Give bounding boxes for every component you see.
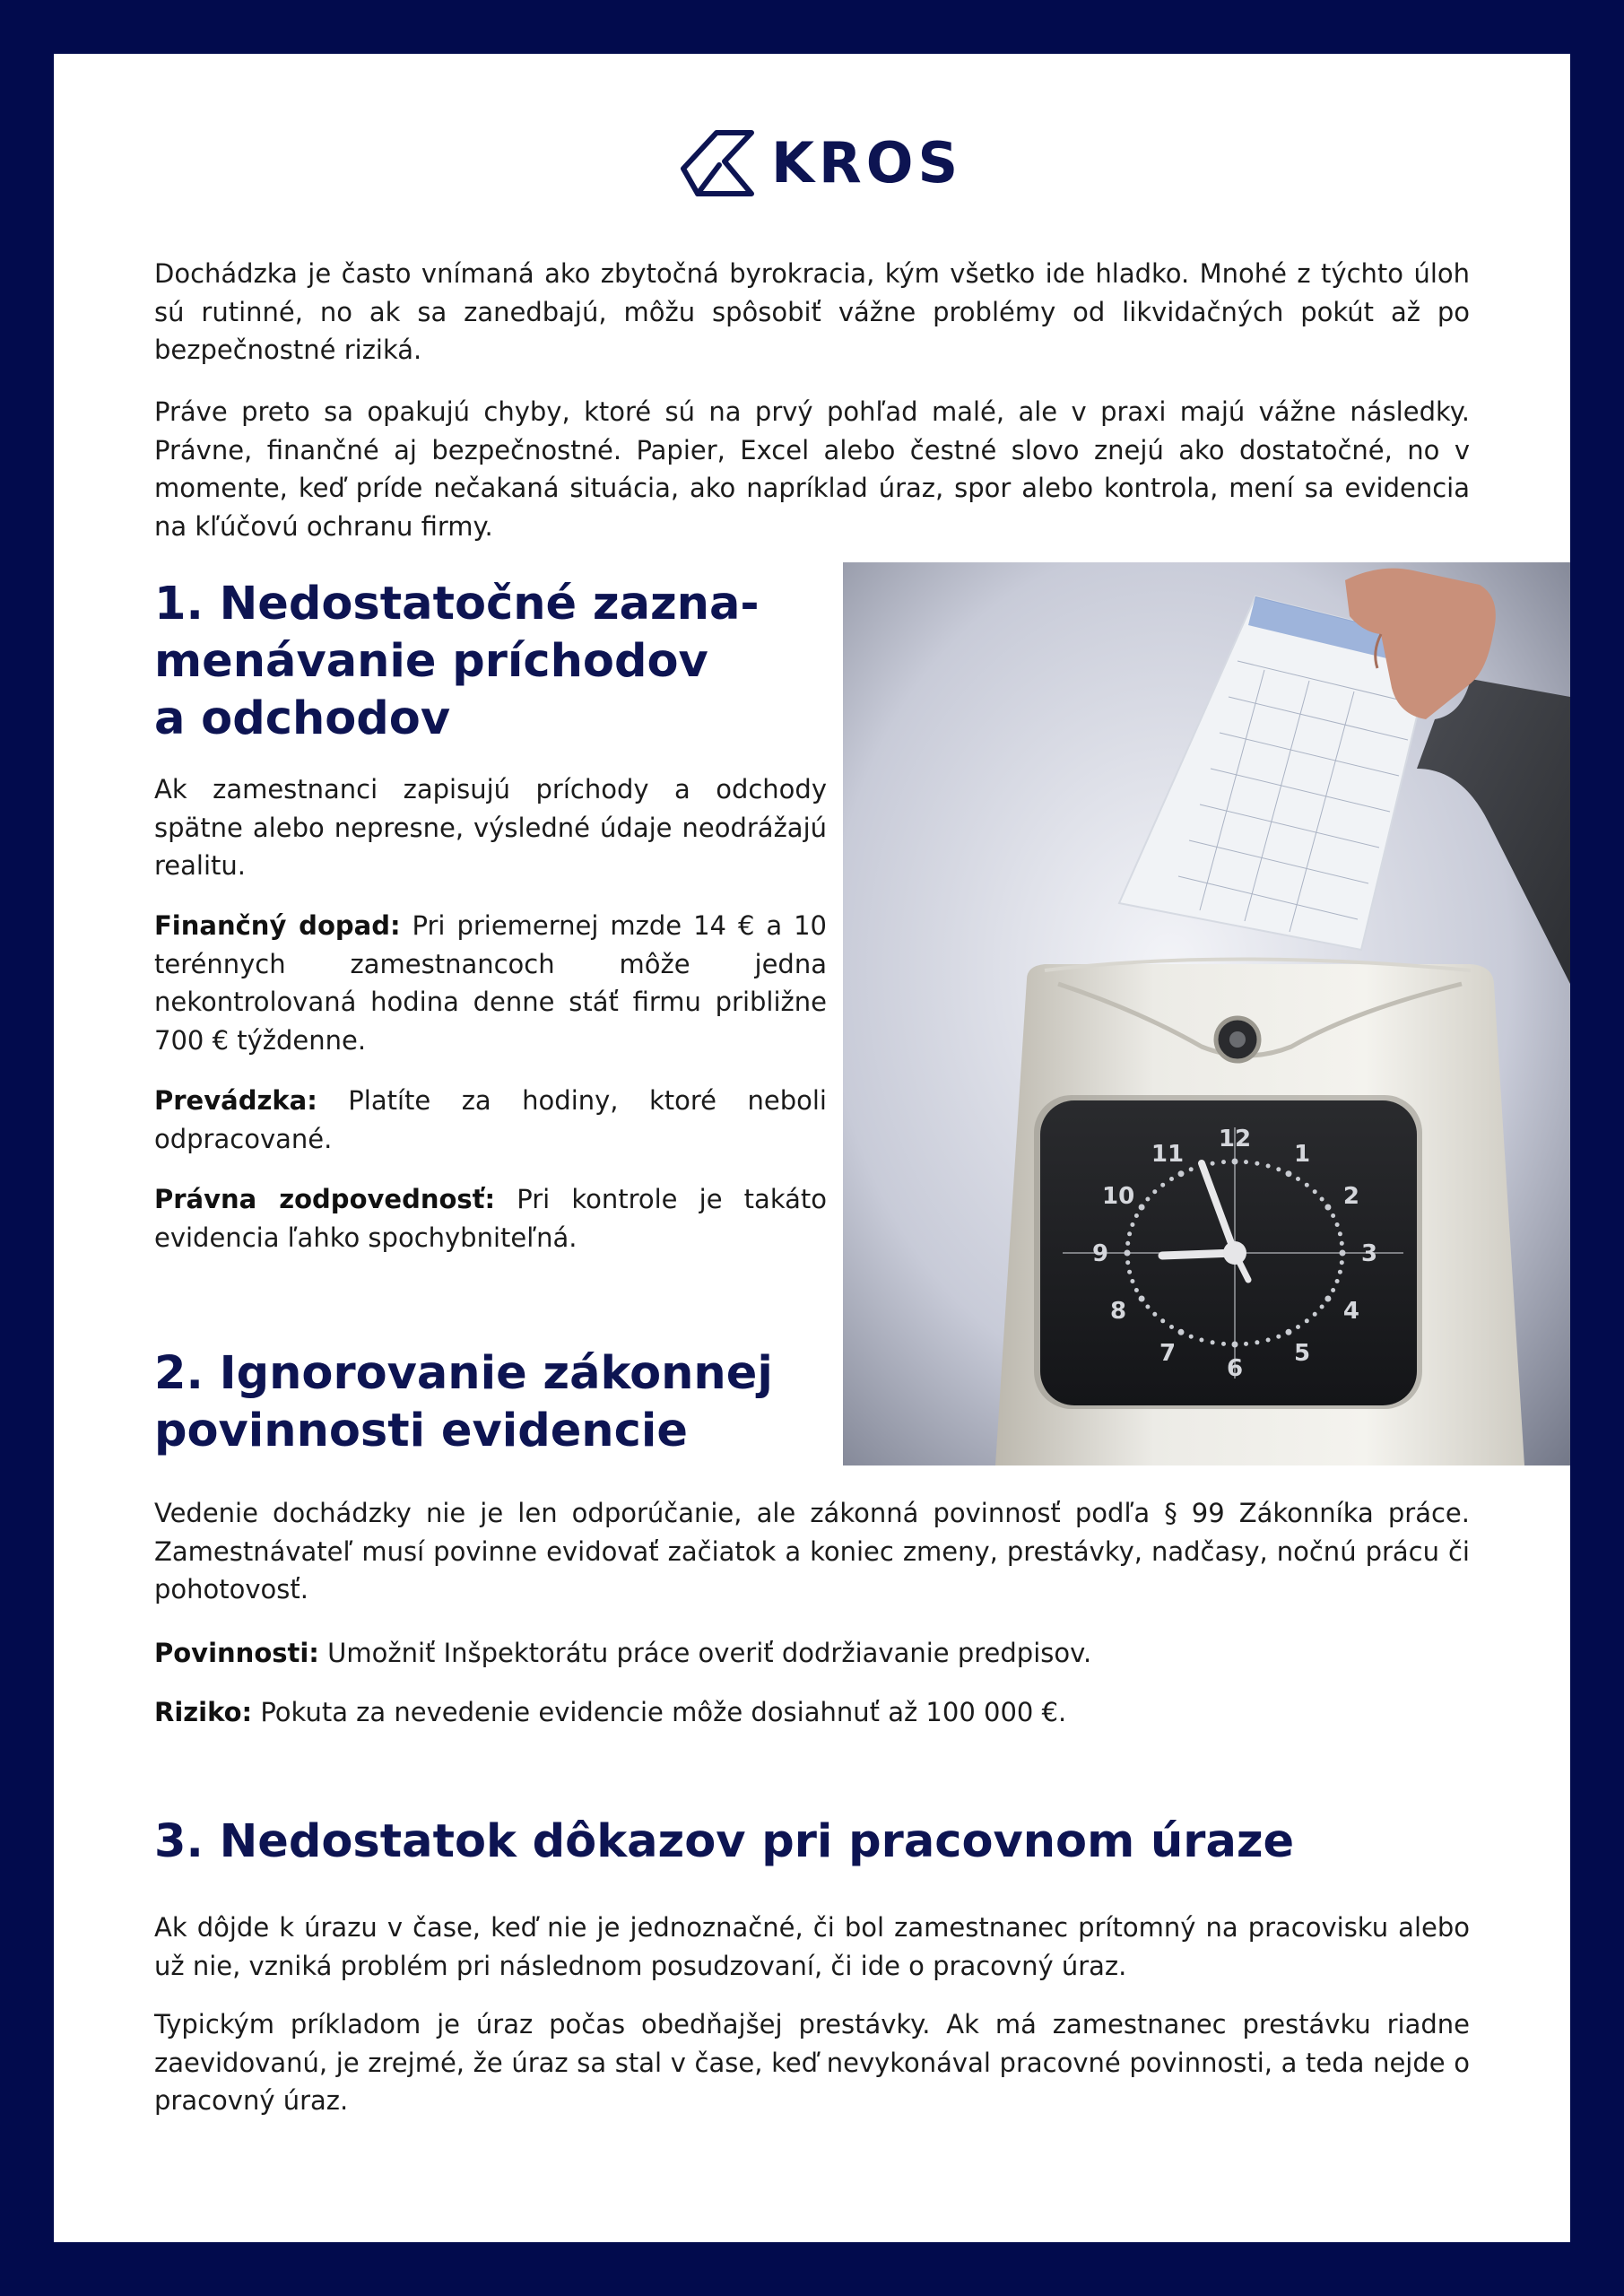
- clock-minute-dot: [1255, 1340, 1259, 1344]
- clock-number: 2: [1342, 1183, 1359, 1210]
- clock-number: 9: [1091, 1240, 1109, 1267]
- clock-minute-dot: [1313, 1189, 1317, 1194]
- clock-minute-dot: [1313, 1312, 1317, 1317]
- clock-minute-dot: [1232, 1342, 1238, 1348]
- section-1-financial-impact: [154, 907, 827, 1059]
- clock-minute-dot: [1266, 1164, 1271, 1169]
- clock-minute-dot: [1130, 1222, 1134, 1227]
- clock-minute-dot: [1189, 1335, 1194, 1339]
- obligations-label: Povinnosti:: [154, 1638, 319, 1668]
- clock-minute-dot: [1340, 1250, 1346, 1257]
- section-1-operations: [154, 1082, 827, 1158]
- section-1-heading-line-2: menávanie príchodov: [154, 635, 708, 688]
- clock-minute-dot: [1169, 1177, 1174, 1181]
- clock-number: 8: [1110, 1298, 1127, 1325]
- clock-minute-dot: [1324, 1296, 1331, 1302]
- risk-label: Riziko:: [154, 1697, 253, 1727]
- clock-minute-dot: [1127, 1270, 1132, 1274]
- clock-minute-dot: [1244, 1160, 1248, 1164]
- clock-minute-dot: [1232, 1159, 1238, 1165]
- section-3-heading: 3. Nedostatok dôkazov pri pracovnom úraze: [154, 1815, 1295, 1868]
- section-1-heading-line-3: a odchodov: [154, 692, 451, 745]
- clock-minute-dot: [1152, 1312, 1157, 1317]
- clock-minute-dot: [1211, 1161, 1215, 1166]
- section-3-paragraph-2: Typickým príkladom je úraz počas obedňajšej prestávky. Ak má zamestnanec prestávku riadne zaevidovanú, je zrejmé, že úraz sa stal v čase, keď nevykonával pracovné povinnosti, a teda nejde o pracovný úraz.: [154, 2009, 1470, 2116]
- clock-minute-dot: [1305, 1183, 1309, 1187]
- section-2-obligations: [154, 1634, 1470, 1673]
- clock-minute-dot: [1160, 1318, 1165, 1323]
- time-clock-machine: [995, 960, 1524, 1466]
- clock-minute-dot: [1296, 1325, 1300, 1329]
- clock-minute-dot: [1178, 1329, 1185, 1335]
- clock-minute-dot: [1189, 1167, 1194, 1171]
- intro-paragraph-1: Dochádzka je často vnímaná ako zbytočná byrokracia, kým všetko ide hladko. Mnohé z týchto úloh sú rutinné, no ak sa zanedbajú, môžu spôsobiť vážne problémy od likvidačných pokút až po bezpečnostné riziká.: [154, 258, 1470, 365]
- clock-minute-dot: [1134, 1213, 1139, 1218]
- legal-liability-label: Právna zodpovednosť:: [154, 1184, 496, 1214]
- clock-minute-dot: [1152, 1189, 1157, 1194]
- document-page: [54, 54, 1570, 2242]
- clock-minute-dot: [1178, 1170, 1185, 1177]
- clock-minute-dot: [1221, 1160, 1226, 1164]
- clock-minute-dot: [1335, 1222, 1340, 1227]
- clock-minute-dot: [1276, 1335, 1281, 1339]
- clock-minute-dot: [1340, 1260, 1344, 1265]
- clock-minute-dot: [1286, 1329, 1292, 1335]
- clock-number: 7: [1159, 1339, 1177, 1367]
- clock-minute-dot: [1160, 1183, 1165, 1187]
- risk-text: Pokuta za nevedenie evidencie môže dosiahnuť až 100 000 €.: [252, 1697, 1067, 1727]
- clock-minute-dot: [1130, 1279, 1134, 1283]
- clock-number: 1: [1293, 1141, 1311, 1169]
- clock-minute-dot: [1266, 1338, 1271, 1343]
- kros-logo: [680, 122, 962, 204]
- clock-minute-dot: [1139, 1205, 1145, 1211]
- clock-minute-dot: [1296, 1177, 1300, 1181]
- logo-wordmark: KROS: [771, 130, 963, 196]
- clock-minute-dot: [1276, 1167, 1281, 1171]
- clock-minute-dot: [1145, 1305, 1150, 1309]
- financial-impact-label: Finančný dopad:: [154, 910, 401, 941]
- kros-logo-icon: [680, 129, 757, 197]
- clock-number: 5: [1293, 1339, 1311, 1367]
- clock-minute-dot: [1125, 1250, 1131, 1257]
- operations-label: Prevádzka:: [154, 1085, 317, 1116]
- intro-paragraph-2: Práve preto sa opakujú chyby, ktoré sú na prvý pohľad malé, ale v praxi majú vážne následky. Právne, finančné aj bezpečnostné. Papier, Excel alebo čestné slovo znejú ako dostatočné, no v momente, keď príde nečakaná situácia, ako napríklad úraz, spor alebo kontrola, mení sa evidencia na kľúčovú ochranu firmy.: [154, 396, 1470, 542]
- clock-minute-dot: [1305, 1318, 1309, 1323]
- clock-number: 11: [1151, 1141, 1185, 1169]
- section-1-legal-liability: [154, 1180, 827, 1257]
- clock-minute-dot: [1335, 1279, 1340, 1283]
- section-2-paragraph: Vedenie dochádzky nie je len odporúčanie, ale zákonná povinnosť podľa § 99 Zákonníka práce. Zamestnávateľ musí povinne evidovať začiatok a koniec zmeny, prestávky, nadčasy, nočnú prácu či pohotovosť.: [154, 1498, 1470, 1605]
- financial-impact-text: Pri priemernej mzde 14 € a 10 terénnych zamestnancoch môže jedna nekontrolovaná hodina denne stáť firmu približne 700 € týždenne.: [154, 910, 827, 1056]
- clock-minute-dot: [1320, 1197, 1324, 1202]
- legal-liability-text: Pri kontrole je takáto evidencia ľahko spochybniteľná.: [154, 1184, 827, 1253]
- clock-minute-dot: [1134, 1288, 1139, 1292]
- clock-minute-dot: [1125, 1241, 1130, 1246]
- clock-minute-dot: [1338, 1270, 1342, 1274]
- clock-minute-dot: [1221, 1342, 1226, 1346]
- clock-number: 10: [1102, 1183, 1135, 1210]
- clock-minute-dot: [1125, 1260, 1130, 1265]
- clock-minute-dot: [1324, 1205, 1331, 1211]
- clock-minute-dot: [1331, 1213, 1335, 1218]
- clock-minute-dot: [1211, 1340, 1215, 1344]
- clock-number: 3: [1360, 1240, 1378, 1267]
- section-2-risk: [154, 1693, 1470, 1732]
- clock-number: 12: [1218, 1126, 1252, 1152]
- clock-number: 6: [1226, 1355, 1244, 1382]
- section-1-heading: [154, 576, 836, 748]
- clock-minute-dot: [1338, 1231, 1342, 1236]
- section-1-paragraph: Ak zamestnanci zapisujú príchody a odchody spätne alebo nepresne, výsledné údaje neodrážajú realitu.: [154, 774, 827, 881]
- clock-number: 4: [1342, 1298, 1359, 1325]
- clock-minute-dot: [1331, 1288, 1335, 1292]
- clock-minute-dot: [1255, 1161, 1259, 1166]
- operations-text: Platíte za hodiny, ktoré neboli odpracované.: [154, 1085, 827, 1154]
- section-2-heading: [154, 1345, 836, 1460]
- clock-minute-dot: [1286, 1170, 1292, 1177]
- clock-minute-dot: [1244, 1342, 1248, 1346]
- section-2-heading-line-2: povinnosti evidencie: [154, 1405, 688, 1457]
- section-2-heading-line-1: 2. Ignorovanie zákonnej: [154, 1347, 773, 1400]
- obligations-text: Umožniť Inšpektorátu práce overiť dodržiavanie predpisov.: [318, 1638, 1092, 1668]
- clock-minute-dot: [1320, 1305, 1324, 1309]
- section-3-paragraph-1: Ak dôjde k úrazu v čase, keď nie je jednoznačné, či bol zamestnanec prítomný na pracovisku alebo už nie, vzniká problém pri následnom posudzovaní, či ide o pracovný úraz.: [154, 1912, 1470, 1981]
- clock-minute-dot: [1127, 1231, 1132, 1236]
- clock-minute-dot: [1340, 1241, 1344, 1246]
- clock-minute-dot: [1139, 1296, 1145, 1302]
- time-clock-photo: [843, 562, 1570, 1465]
- clock-minute-dot: [1145, 1197, 1150, 1202]
- clock-minute-dot: [1169, 1325, 1174, 1329]
- clock-minute-dot: [1199, 1338, 1203, 1343]
- section-1-heading-line-1: 1. Nedostatočné zazna-: [154, 578, 760, 631]
